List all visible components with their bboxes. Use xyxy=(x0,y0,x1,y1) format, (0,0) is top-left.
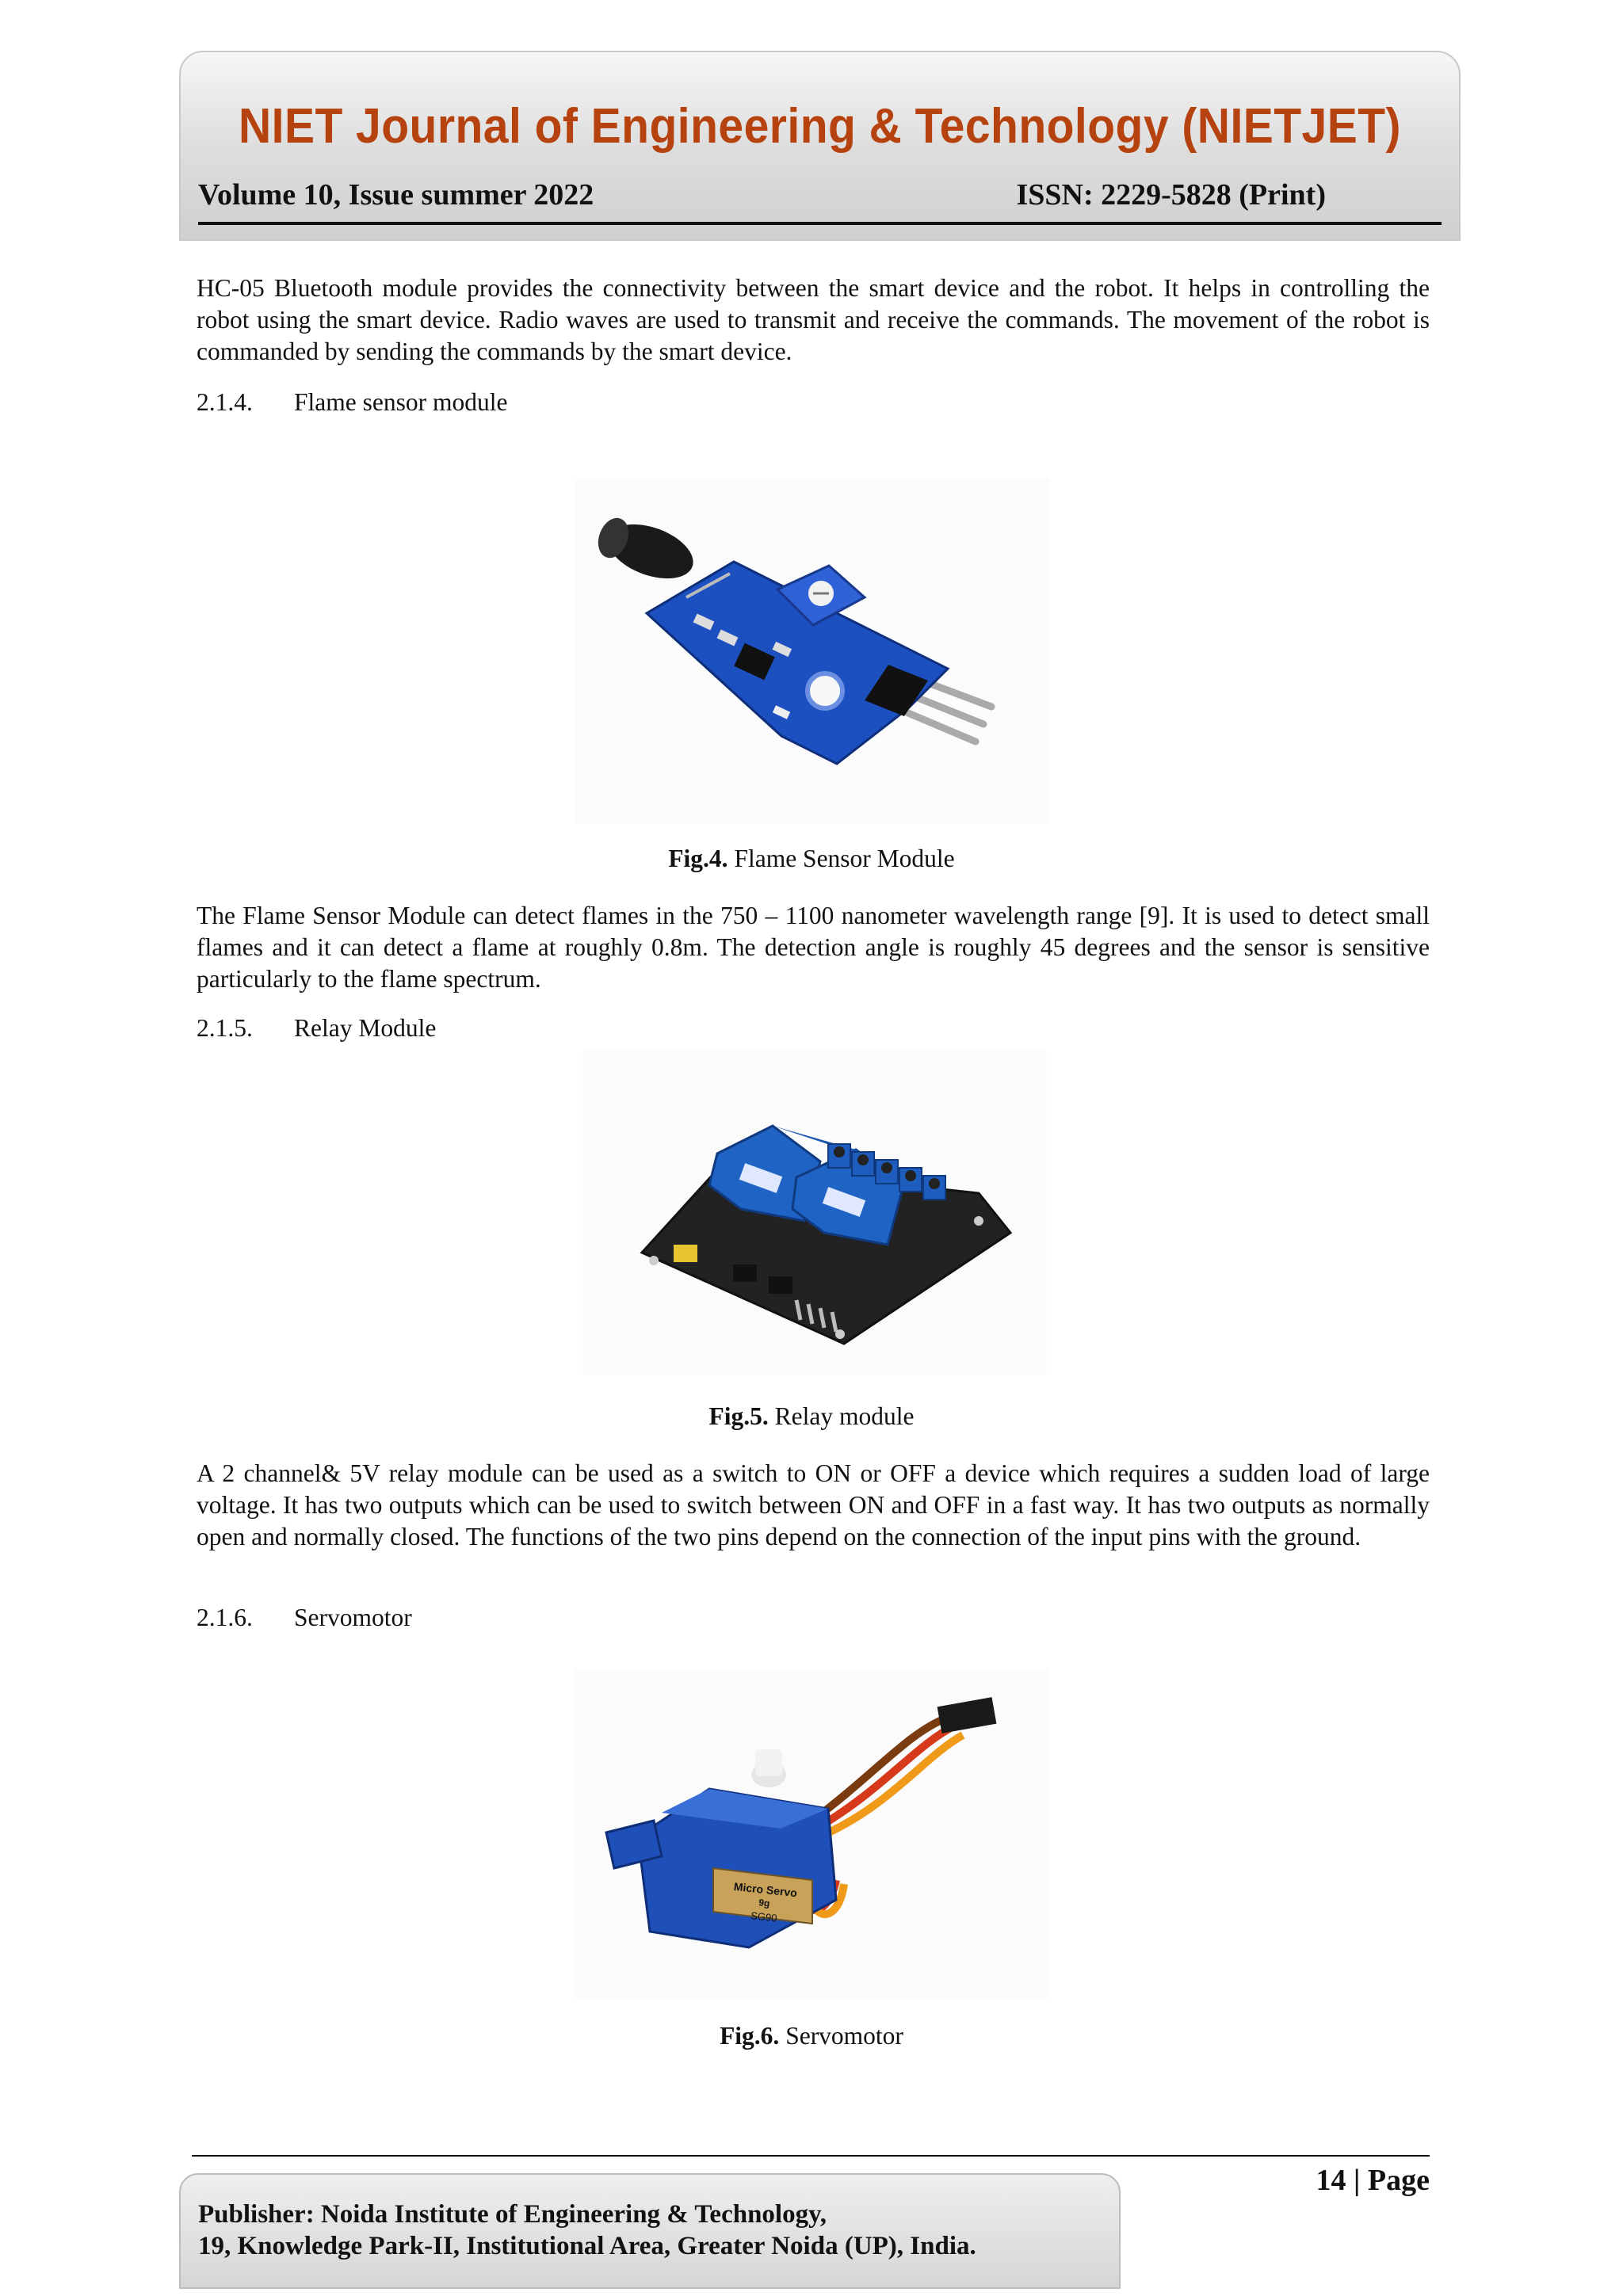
figure-caption-text: Relay module xyxy=(774,1402,915,1430)
servomotor-image xyxy=(575,1670,1048,1998)
servo-label-text-1: Micro Servo xyxy=(733,1879,798,1900)
figure-relay-module xyxy=(582,1051,1047,1375)
header-divider xyxy=(198,222,1442,225)
paragraph-bluetooth: HC-05 Bluetooth module provides the connectivity between the smart device and the robot. It helps in controlling the robot using the smart device. Radio waves are used to transmit and receive the commands. The movement of the robot is commanded by sending the commands by the smart device. xyxy=(197,274,1430,365)
publisher-info xyxy=(198,2199,976,2262)
section-number: 2.1.6. xyxy=(197,1604,253,1631)
figure-caption-text: Servomotor xyxy=(785,2022,903,2050)
figure-label: Fig.4. xyxy=(668,845,728,872)
figure-caption-4 xyxy=(0,845,1623,873)
servo-label-text-3: SG90 xyxy=(750,1909,778,1924)
journal-header xyxy=(179,51,1461,241)
section-heading-flame xyxy=(197,388,507,417)
figure-flame-sensor xyxy=(575,479,1049,824)
volume-issue: Volume 10, Issue summer 2022 xyxy=(198,178,594,212)
section-title: Flame sensor module xyxy=(294,388,508,416)
section-number: 2.1.5. xyxy=(197,1014,253,1042)
section-number: 2.1.4. xyxy=(197,388,253,416)
paragraph-relay: A 2 channel& 5V relay module can be used as a switch to ON or OFF a device which requires a sudden load of large voltage. It has two outputs which can be used to switch between ON and OFF in a fast way. It has two outputs as normally open and normally closed. The functions of the two pins depend on the connection of the input pins with the ground. xyxy=(197,1459,1430,1550)
figure-caption-text: Flame Sensor Module xyxy=(734,845,955,872)
figure-caption-6 xyxy=(0,2022,1623,2050)
servo-label-text-2: 9g xyxy=(758,1897,771,1909)
publisher-line-2: 19, Knowledge Park-II, Institutional Area, Greater Noida (UP), India. xyxy=(198,2232,976,2260)
issn: ISSN: 2229-5828 (Print) xyxy=(1016,178,1326,212)
figure-servomotor xyxy=(575,1670,1048,1998)
page-number: 14 | Page xyxy=(1316,2164,1430,2197)
section-title: Relay Module xyxy=(294,1014,437,1042)
section-heading-relay xyxy=(197,1014,436,1043)
journal-title: NIET Journal of Engineering & Technology (NIETJET) xyxy=(238,99,1402,154)
paragraph-flame: The Flame Sensor Module can detect flames in the 750 – 1100 nanometer wavelength range [9]. It is used to detect small flames and it can detect a flame at roughly 0.8m. The detection angle is roughly 45 degrees and the sensor is sensitive particularly to the flame spectrum. xyxy=(197,902,1430,993)
section-title: Servomotor xyxy=(294,1604,412,1631)
footer-divider xyxy=(192,2155,1430,2157)
flame-sensor-image xyxy=(575,479,1049,824)
publisher-footer xyxy=(179,2173,1121,2289)
section-heading-servo xyxy=(197,1604,412,1632)
figure-caption-5 xyxy=(0,1402,1623,1431)
figure-label: Fig.5. xyxy=(708,1402,769,1430)
figure-label: Fig.6. xyxy=(720,2022,780,2050)
publisher-line-1: Publisher: Noida Institute of Engineering & Technology, xyxy=(198,2200,827,2229)
relay-module-image xyxy=(582,1051,1047,1375)
